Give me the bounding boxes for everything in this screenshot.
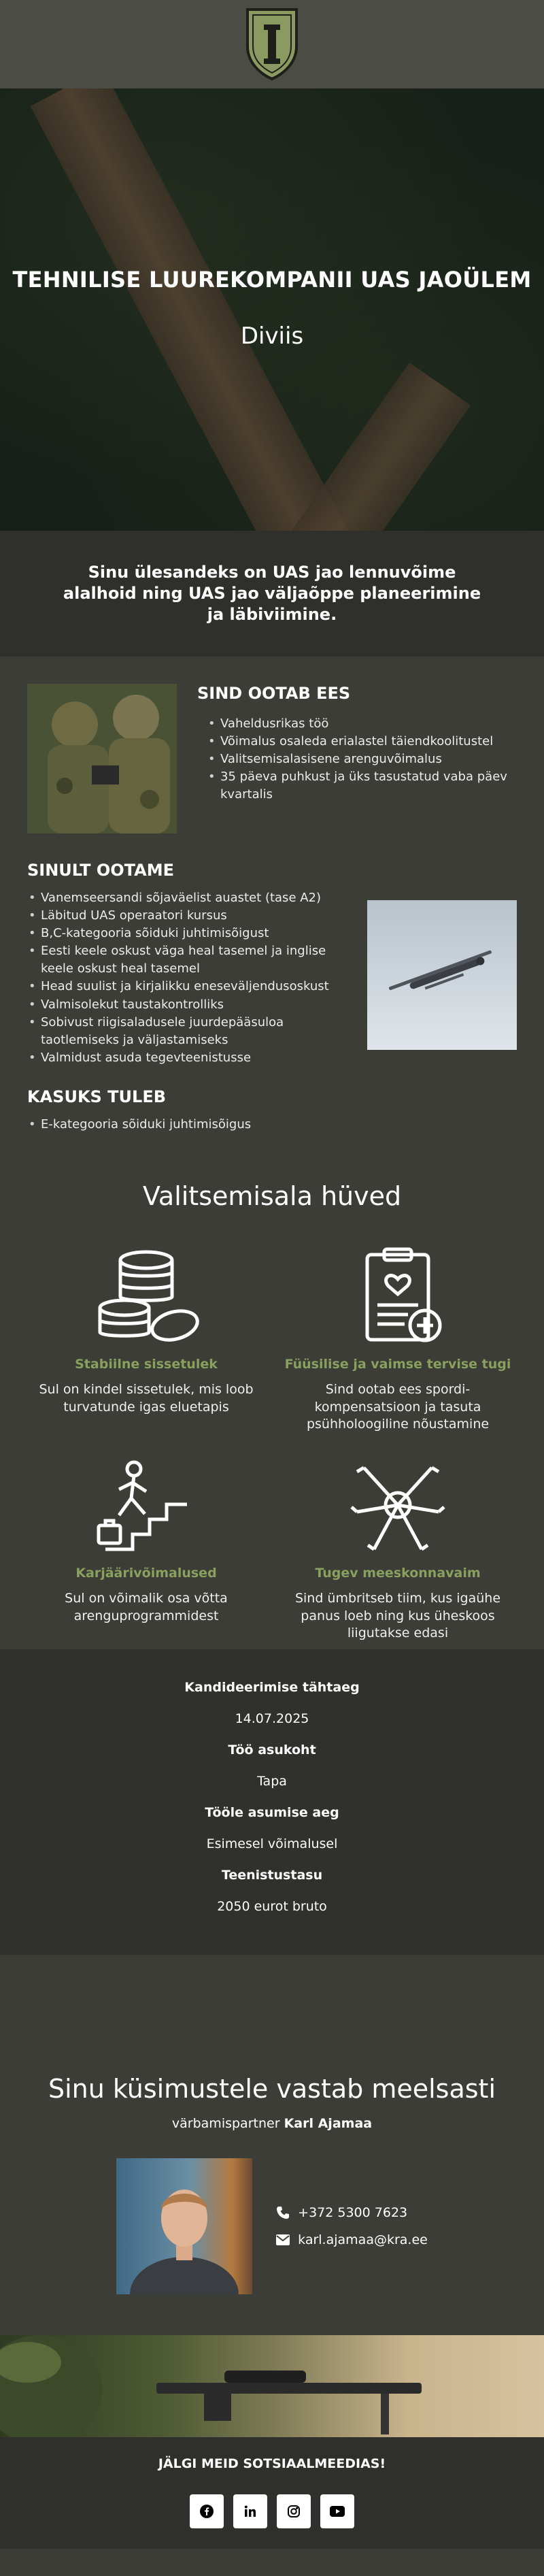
list-item: • Head suulist ja kirjalikku eneseväljendusoskust	[27, 978, 354, 995]
team-hands-icon	[343, 1454, 452, 1556]
contact-title: Sinu küsimustele vastab meelsasti	[48, 2073, 496, 2104]
list-item: • Vanemseersandi sõjaväelist auastet (tase A2)	[27, 889, 354, 907]
list-item: • Võimalus osaleda erialastel täiendkoolitustel	[207, 733, 517, 750]
intro-text: Sinu ülesandeks on UAS jao lennuvõime alalhoid ning UAS jao väljaõppe planeerimine ja läbiviimine.	[63, 562, 481, 625]
list-item: • Läbitud UAS operaatori kursus	[27, 907, 354, 925]
linkedin-icon	[243, 2505, 257, 2518]
list-item: • 35 päeva puhkust ja üks tasustatud vaba päev kvartalis	[207, 768, 517, 804]
bonus-title: KASUKS TULEB	[27, 1087, 167, 1106]
partner-line	[0, 2116, 544, 2131]
email-address[interactable]: karl.ajamaa@kra.ee	[298, 2232, 428, 2247]
youtube-icon	[330, 2506, 345, 2517]
soldier-rifle-banner	[0, 2335, 544, 2437]
facebook-icon	[200, 2505, 214, 2518]
benefit-title: Stabiilne sissetulek	[75, 1357, 218, 1372]
social-title: JÄLGI MEID SOTSIAALMEEDIAS!	[158, 2456, 386, 2471]
social-section	[0, 2437, 544, 2549]
benefit-desc: Sind ümbritseb tiim, kus igaühe panus loeb ning kus üheskoos liigutakse edasi	[294, 1590, 501, 1641]
shield-logo-icon	[243, 7, 301, 82]
benefit-card	[279, 1245, 517, 1434]
list-item: • Eesti keele oskust väga heal tasemel ja inglise keele oskust heal tasemel	[27, 942, 354, 978]
phone-number[interactable]: +372 5300 7623	[298, 2205, 408, 2220]
list-item: • Sobivust riigisaladusele juurdepääsuloa taotlemiseks ja väljastamiseks	[27, 1014, 354, 1049]
deadline-label: Kandideerimise tähtaeg	[184, 1679, 360, 1695]
list-item: • B,C-kategooria sõiduki juhtimisõigust	[27, 925, 354, 942]
linkedin-button[interactable]	[233, 2494, 267, 2528]
soldiers-photo	[27, 684, 177, 833]
benefit-desc: Sul on võimalik osa võtta arenguprogrammidest	[65, 1590, 228, 1623]
start-label: Tööle asumise aeg	[205, 1804, 339, 1820]
benefit-card	[279, 1454, 517, 1642]
benefit-desc: Sind ootab ees spordi-kompensatsioon ja tasuta psühholoogiline nõustamine	[306, 1382, 490, 1432]
career-stairs-icon	[92, 1454, 201, 1556]
hero-subtitle: Diviis	[240, 323, 304, 350]
location-value: Tapa	[257, 1773, 287, 1789]
list-item: • Valmidust asuda tegevteenistusse	[27, 1049, 354, 1067]
phone-icon	[276, 2206, 290, 2219]
instagram-icon	[287, 2505, 301, 2518]
phone-line[interactable]	[276, 2205, 428, 2220]
bonus-list	[27, 1116, 517, 1134]
youtube-button[interactable]	[320, 2494, 354, 2528]
intro-band	[0, 531, 544, 657]
facebook-button[interactable]	[190, 2494, 224, 2528]
clipboard-health-icon	[343, 1245, 452, 1347]
location-label: Töö asukoht	[228, 1742, 316, 1757]
benefit-desc: Sul on kindel sissetulek, mis loob turvatunde igas eluetapis	[39, 1382, 254, 1415]
benefits-title: Valitsemisala hüved	[142, 1181, 402, 1212]
benefits-grid	[0, 1245, 544, 1642]
coins-icon	[92, 1245, 201, 1347]
offer-list	[207, 715, 517, 804]
instagram-button[interactable]	[277, 2494, 311, 2528]
job-info	[0, 1649, 544, 1955]
benefit-card	[27, 1245, 265, 1434]
contact-section	[0, 1955, 544, 2315]
list-item: • Valmisolekut taustakontrolliks	[27, 996, 354, 1014]
salary-value: 2050 eurot bruto	[217, 1898, 327, 1914]
envelope-icon	[276, 2234, 290, 2245]
benefit-title: Füüsilise ja vaimse tervise tugi	[284, 1357, 511, 1372]
email-line[interactable]	[276, 2232, 428, 2247]
drone-photo	[367, 900, 517, 1050]
hero-title: TEHNILISE LUUREKOMPANII UAS JAOÜLEM	[12, 267, 532, 293]
benefit-card	[27, 1454, 265, 1642]
offer-title: SIND OOTAB EES	[197, 684, 351, 703]
salary-label: Teenistustasu	[221, 1867, 323, 1883]
list-item: • Vaheldusrikas töö	[207, 715, 517, 733]
partner-prefix: värbamispartner	[171, 2115, 280, 2131]
expect-title: SINULT OOTAME	[27, 861, 174, 880]
header-bar	[0, 0, 544, 88]
hero-banner	[0, 88, 544, 531]
list-item: • Valitsemisalasisene arenguvõimalus	[207, 750, 517, 768]
avatar	[116, 2158, 252, 2294]
expect-list	[27, 889, 354, 1067]
deadline-value: 14.07.2025	[235, 1711, 309, 1726]
benefit-title: Tugev meeskonnavaim	[315, 1565, 481, 1581]
start-value: Esimesel võimalusel	[206, 1836, 338, 1851]
benefit-title: Karjäärivõimalused	[75, 1565, 217, 1581]
list-item: • E-kategooria sõiduki juhtimisõigus	[27, 1116, 517, 1134]
partner-name: Karl Ajamaa	[284, 2115, 373, 2131]
